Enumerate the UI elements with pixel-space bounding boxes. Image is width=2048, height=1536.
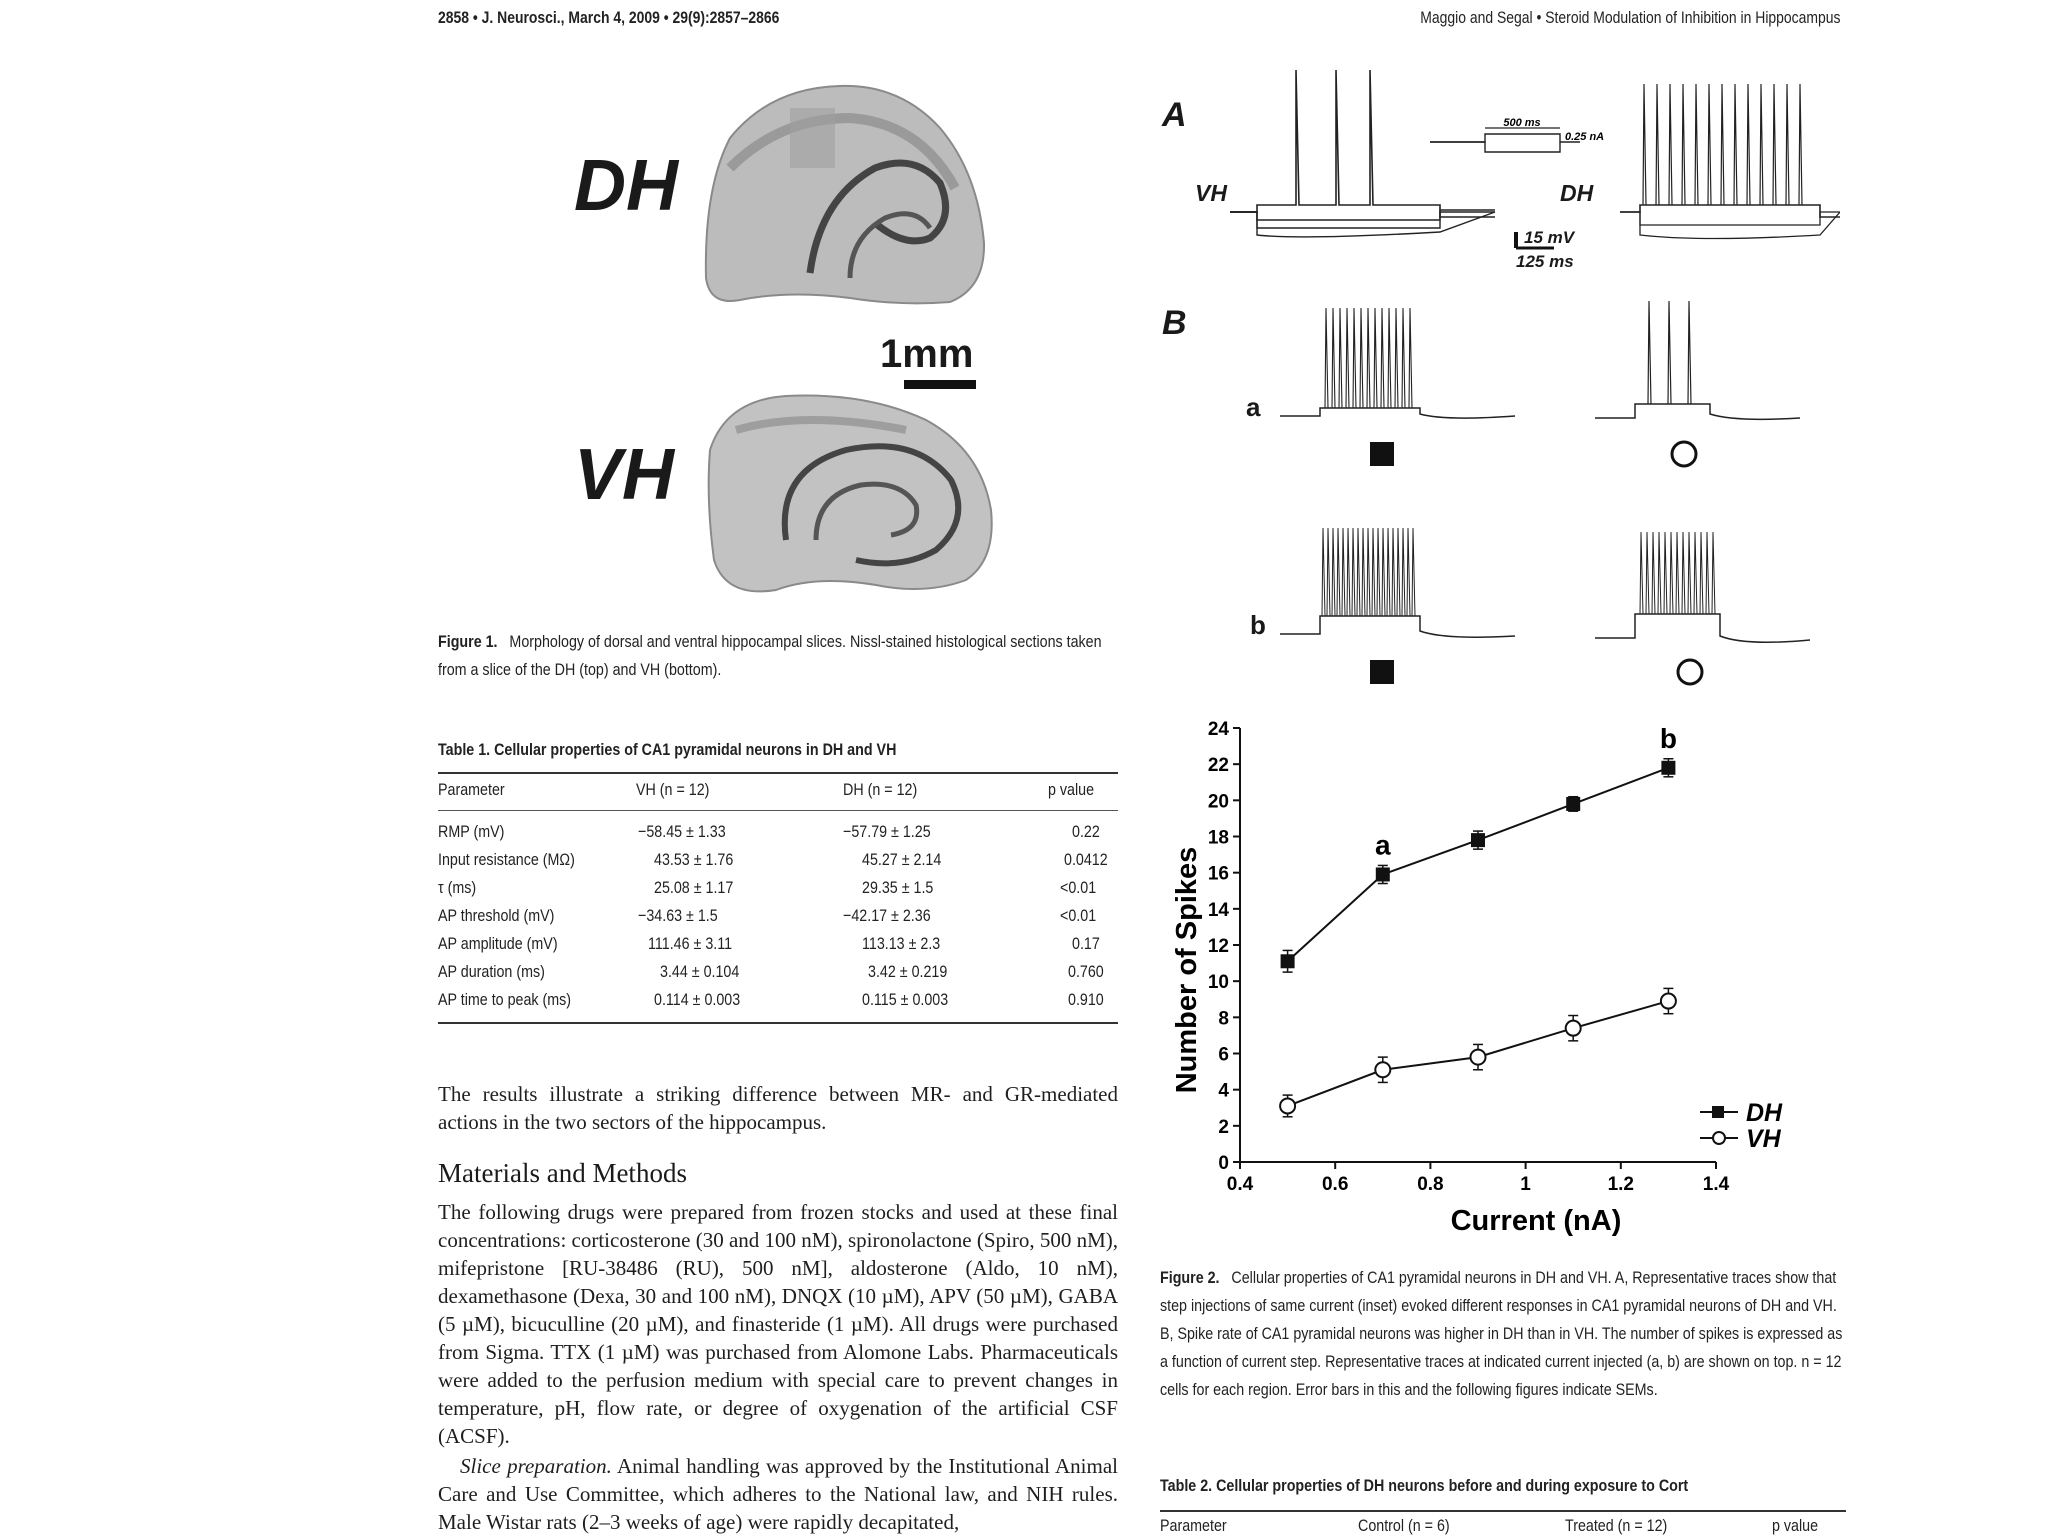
figure2-caption-label: Figure 2. [1160,1268,1220,1287]
chart-series [1280,723,1677,1117]
y-axis-label: Number of Spikes [1171,846,1203,1094]
table-row [438,846,1118,874]
table-cell: AP time to peak (ms) [438,990,572,1009]
data-point-dh [1661,761,1675,775]
y-tick-label: 4 [1218,1080,1229,1102]
table2-title: Table 2. Cellular properties of DH neurons before and during exposure to Cort [1160,1476,1689,1495]
intro-paragraph: The results illustrate a striking difference between MR- and GR-mediated actions in the two sectors of the hippocampus. [438,1082,1118,1134]
y-tick-label: 16 [1207,863,1229,885]
vh-slice-image [706,390,996,600]
table-cell: −58.45 ± 1.33 [638,822,726,841]
table2-header-treated: Treated (n = 12) [1565,1516,1668,1535]
fig1-scale-label: 1mm [880,332,974,376]
table2 [1160,1476,1846,1536]
table2-header-row [1160,1512,1846,1536]
data-point-vh [1566,1021,1581,1036]
table2-header-pvalue: p value [1772,1516,1819,1535]
figure2-caption-text: Cellular properties of CA1 pyramidal neurons in DH and VH. A, Representative traces show that step injections of same current (inset) evoked different responses in CA1 pyramidal neurons of DH and VH. B, Spike rate of CA1 pyramidal neurons was higher in DH than in VH. The number of spikes is expressed as a function of current step. Representative traces at indicated current injected (a, b) are shown on top. n = 12 cells for each region. Error bars in this and the following figures indicate SEMs. [1160,1268,1843,1399]
legend-dh-marker [1712,1106,1724,1118]
table2-header-parameter: Parameter [1160,1516,1227,1535]
table1-bottom-rule [438,1022,1118,1024]
y-tick-label: 24 [1207,719,1229,740]
fig2-panel-b-letter: B [1162,304,1187,342]
table1-header-dh: DH (n = 12) [843,780,918,799]
fig1-scale-bar [904,380,976,389]
table-cell: AP duration (ms) [438,962,545,981]
running-header-right: Maggio and Segal • Steroid Modulation of Inhibition in Hippocampus [1419,8,1840,27]
table1-top-rule [438,772,1118,774]
fig1-label-dh: DH [574,146,678,226]
table-cell: 0.115 ± 0.003 [862,990,949,1009]
table-cell: AP threshold (mV) [438,906,555,925]
table1-header-pvalue: p value [1048,780,1095,799]
fig2-scale-ms: 125 ms [1516,252,1574,271]
annotation-a: a [1375,829,1391,861]
table-cell: 3.44 ± 0.104 [660,962,740,981]
table-cell: τ (ms) [438,878,477,897]
figure1-caption-text: Morphology of dorsal and ventral hippocampal slices. Nissl-stained histological sections taken from a slice of the DH (top) and VH (bottom). [438,632,1102,679]
fig2-a-label-vh: VH [1195,180,1227,206]
x-tick-label: 0.6 [1321,1174,1349,1195]
table-cell: 0.760 [1068,962,1104,981]
data-point-dh [1376,867,1390,881]
methods-paragraph-1: The following drugs were prepared from frozen stocks and used at these final concentrations: corticosterone (30 and 100 nM), spironolactone (Spiro, 500 nM), mifepristone [RU-38486 (RU), 500 nM], aldosterone (Aldo, 10 nM), dexamethasone (Dexa, 30 and 100 nM), DNQX (10 µM), APV (50 µM), GABA (5 µM), bicuculline (20 µM), and finasteride (1 µM). All drugs were purchased from Sigma. TTX (1 µM) was purchased from Alomone Labs. Pharmaceuticals were added to the perfusion medium with special care to prevent changes in temperature, pH, flow rate, or degree of oxygenation of the artificial CSF (ACSF). [438,1200,1119,1448]
table2-header-control: Control (n = 6) [1358,1516,1450,1535]
table-cell: 0.910 [1068,990,1104,1009]
fig2-scale-mv: 15 mV [1524,228,1575,247]
table1-header-parameter: Parameter [438,780,505,799]
fig1-label-vh: VH [574,435,675,515]
table-cell: −34.63 ± 1.5 [638,906,718,925]
table1-title: Table 1. Cellular properties of CA1 pyramidal neurons in DH and VH [438,740,897,759]
table-row [438,986,1118,1014]
data-point-dh [1281,954,1295,968]
methods-heading: Materials and Methods [438,1158,687,1188]
table-cell: 43.53 ± 1.76 [654,850,734,869]
table-row [438,958,1118,986]
inset-current-label: 0.25 nA [1565,131,1605,143]
data-point-vh [1661,994,1676,1009]
table1-header-row [438,776,1118,804]
y-tick-label: 22 [1207,755,1229,777]
y-tick-label: 12 [1207,936,1229,957]
table-cell: <0.01 [1060,906,1097,925]
data-point-dh [1471,833,1485,847]
figure1-caption-label: Figure 1. [438,632,498,651]
spike-rate-chart [1160,700,1860,1260]
dh-slice-image [700,78,990,308]
figure1-caption [438,628,1118,684]
table-cell: RMP (mV) [438,822,505,841]
methods-paragraph-2 [438,1452,1118,1536]
y-tick-label: 20 [1207,791,1229,813]
annotation-b: b [1659,722,1677,754]
table-cell: <0.01 [1060,878,1097,897]
x-tick-label: 0.4 [1226,1174,1254,1195]
table-cell: 113.13 ± 2.3 [862,934,941,953]
y-tick-label: 0 [1218,1153,1229,1174]
table-cell: 45.27 ± 2.14 [862,850,942,869]
data-point-vh [1375,1062,1390,1077]
data-point-vh [1280,1098,1295,1113]
slice-prep-heading: Slice preparation. [460,1454,612,1478]
y-tick-label: 10 [1207,972,1229,994]
table-cell: 0.0412 [1064,850,1108,869]
table-cell: Input resistance (MΩ) [438,850,575,869]
trace-a-label: a [1246,392,1261,422]
x-tick-label: 1.2 [1607,1174,1635,1195]
fig2-panel-b-traces [1270,296,1850,696]
y-tick-label: 8 [1218,1008,1229,1030]
table-row [438,874,1118,902]
data-point-vh [1471,1050,1486,1065]
figure2-caption [1160,1264,1848,1404]
running-header-left: 2858 • J. Neurosci., March 4, 2009 • 29(9):2857–2866 [438,8,780,27]
table-cell: −57.79 ± 1.25 [843,822,931,841]
series-line-dh [1288,768,1669,961]
x-tick-label: 1 [1520,1174,1531,1195]
table-cell: 29.35 ± 1.5 [862,878,934,897]
table-cell: 0.17 [1072,934,1100,953]
table-cell: 111.46 ± 3.11 [648,934,733,953]
table-row [438,902,1118,930]
fig2-panel-a-letter: A [1162,96,1187,134]
y-tick-label: 2 [1218,1116,1229,1138]
legend-dh-label: DH [1746,1099,1783,1127]
table1-header-vh: VH (n = 12) [636,780,710,799]
x-tick-label: 1.4 [1702,1174,1730,1195]
table-cell: −42.17 ± 2.36 [843,906,931,925]
x-axis-label: Current (nA) [1450,1205,1622,1237]
table1 [438,740,1118,1030]
chart-legend [1700,1099,1783,1153]
y-tick-label: 14 [1207,899,1229,921]
x-tick-label: 0.8 [1417,1174,1444,1195]
table-cell: 0.114 ± 0.003 [654,990,741,1009]
slice-prep-text: Animal handling was approved by the Institutional Animal Care and Use Committee, which adheres to the National law, and NIH rules. Male Wistar rats (2–3 weeks of age) were rapidly decapitated, [438,1454,1118,1534]
table-row [438,818,1118,846]
fig2-a-label-dh: DH [1560,180,1594,206]
table1-mid-rule [438,810,1118,811]
table-row [438,930,1118,958]
table-cell: AP amplitude (mV) [438,934,558,953]
table-cell: 25.08 ± 1.17 [654,878,734,897]
table-cell: 3.42 ± 0.219 [868,962,948,981]
inset-time-label: 500 ms [1503,117,1541,129]
y-tick-label: 6 [1218,1044,1229,1066]
legend-vh-label: VH [1746,1125,1781,1153]
fig2-panel-a-traces [1180,70,1840,290]
y-tick-label: 18 [1207,827,1229,849]
data-point-dh [1566,797,1580,811]
table-cell: 0.22 [1072,822,1100,841]
legend-vh-marker [1713,1132,1725,1144]
trace-b-label: b [1250,610,1266,640]
